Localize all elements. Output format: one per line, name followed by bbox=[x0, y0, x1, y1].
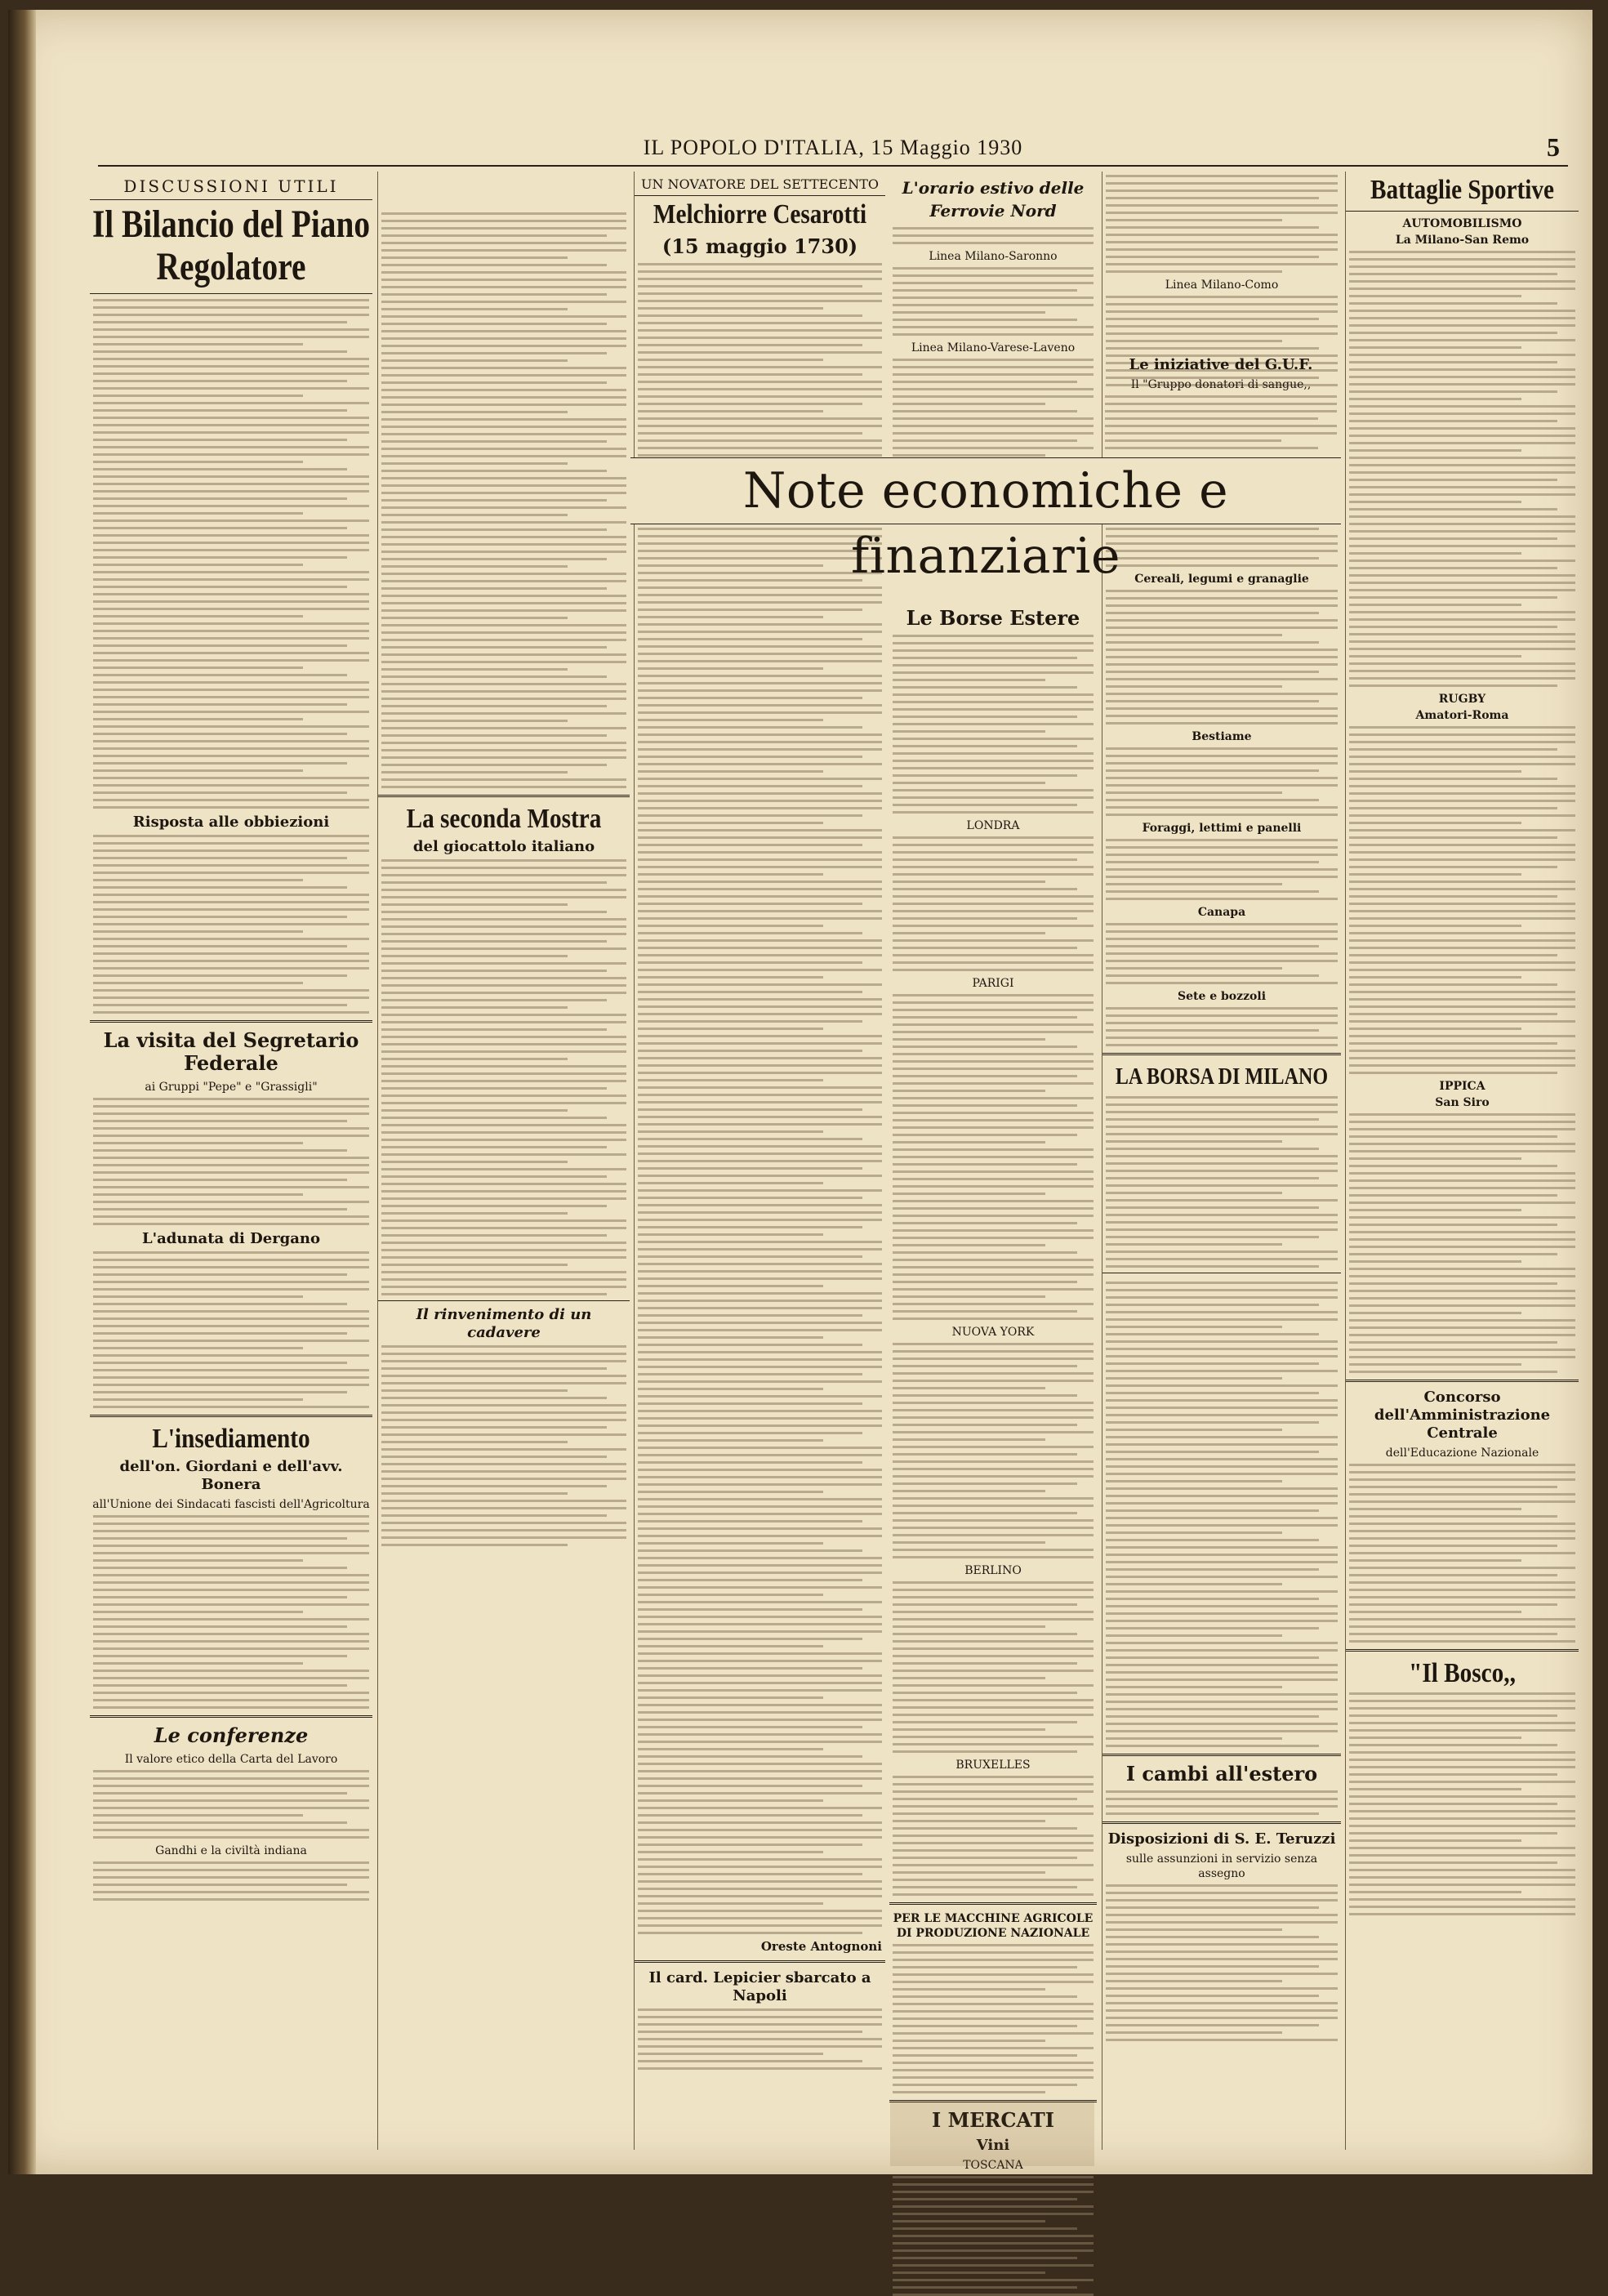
subheading-gruppi: ai Gruppi "Pepe" e "Grassigli" bbox=[145, 1081, 318, 1094]
subheading-milano-varese-laveno: Linea Milano-Varese-Laveno bbox=[911, 341, 1076, 354]
subheading-foraggi: Foraggi, lettimi e panelli bbox=[1142, 822, 1302, 835]
subheading-nuova-york: NUOVA YORK bbox=[951, 1326, 1035, 1339]
headline-macchine-agricole: PER LE MACCHINE AGRICOLE DI PRODUZIONE NAZIONALE bbox=[893, 1912, 1094, 1940]
headline-cadavere: Il rinvenimento di un cadavere bbox=[416, 1306, 592, 1341]
subheading-dergano: L'adunata di Dergano bbox=[141, 1230, 321, 1247]
subheading-giordani-bonera: dell'on. Giordani e dell'avv. Bonera bbox=[119, 1458, 343, 1493]
headline-cesarotti: Melchiorre Cesarotti bbox=[653, 199, 867, 230]
subheading-berlino: BERLINO bbox=[964, 1564, 1022, 1577]
subheading-donatori: Il "Gruppo donatori di sangue,, bbox=[1130, 378, 1312, 391]
subheading-bruxelles: BRUXELLES bbox=[955, 1759, 1031, 1772]
headline-segretario-federale: La visita del Segretario Federale bbox=[103, 1028, 359, 1075]
banner-note-economiche: Note economiche e finanziarie bbox=[630, 457, 1341, 524]
headline-teruzzi: Disposizioni di S. E. Teruzzi bbox=[1107, 1830, 1336, 1848]
guf-block bbox=[1102, 353, 1340, 454]
headline-bilancio: Il Bilancio del Piano Regolatore bbox=[91, 203, 371, 288]
headline-cambi: I cambi all'estero bbox=[1125, 1762, 1318, 1786]
subheading-milano-como: Linea Milano-Como bbox=[1165, 279, 1279, 292]
subheading-assunzioni: sulle assunzioni in servizio senza assegno bbox=[1125, 1852, 1318, 1880]
headline-guf: Le iniziative del G.U.F. bbox=[1129, 356, 1313, 373]
subheading-amatori-roma: Amatori-Roma bbox=[1415, 709, 1509, 722]
subheading-londra: LONDRA bbox=[966, 819, 1020, 832]
column-6 bbox=[1345, 172, 1579, 2150]
paper-stain bbox=[890, 2101, 1094, 2166]
column-1 bbox=[90, 172, 372, 2150]
subheading-date: (15 maggio 1730) bbox=[661, 234, 858, 258]
column-2 bbox=[377, 172, 630, 2150]
subheading-obbiezioni: Risposta alle obbiezioni bbox=[132, 814, 330, 831]
subheading-carta-lavoro: Il valore etico della Carta del Lavoro bbox=[124, 1753, 338, 1766]
subheading-giocattolo: del giocattolo italiano bbox=[412, 838, 595, 855]
subheading-sete-bozzoli: Sete e bozzoli bbox=[1177, 990, 1267, 1003]
page-number: 5 bbox=[1547, 132, 1560, 162]
subheading-rugby: RUGBY bbox=[1438, 693, 1486, 706]
headline-seconda-mostra: La seconda Mostra bbox=[406, 804, 602, 834]
subheading-cereali: Cereali, legumi e granaglie bbox=[1134, 573, 1309, 586]
subheading-gandhi: Gandhi e la civiltà indiana bbox=[155, 1844, 307, 1857]
subheading-unione-sindacati: all'Unione dei Sindacati fascisti dell'Agricoltura bbox=[92, 1498, 370, 1511]
subheading-canapa: Canapa bbox=[1197, 906, 1246, 919]
section-kicker-novatore: UN NOVATORE DEL SETTECENTO bbox=[635, 175, 885, 196]
subheading-automobilismo: AUTOMOBILISMO bbox=[1402, 217, 1522, 230]
subheading-toscana: TOSCANA bbox=[963, 2159, 1023, 2172]
byline-antognoni: Oreste Antognoni bbox=[760, 1939, 882, 1954]
subheading-san-siro: San Siro bbox=[1435, 1096, 1490, 1109]
headline-battaglie-sportive: Battaglie Sportive bbox=[1370, 175, 1554, 205]
headline-lepicier: Il card. Lepicier sbarcato a Napoli bbox=[648, 1969, 871, 2004]
headline-borsa-milano: LA BORSA DI MILANO bbox=[1115, 1064, 1329, 1090]
subheading-bestiame: Bestiame bbox=[1192, 730, 1252, 743]
subheading-milano-san-remo: La Milano-San Remo bbox=[1395, 234, 1530, 247]
headline-insediamento: L'insediamento bbox=[152, 1424, 310, 1454]
subheading-milano-saronno: Linea Milano-Saronno bbox=[929, 250, 1058, 263]
headline-borse-estere: Le Borse Estere bbox=[906, 606, 1080, 630]
headline-conferenze: Le conferenze bbox=[154, 1723, 309, 1747]
subheading-ippica: IPPICA bbox=[1439, 1080, 1486, 1093]
subheading-parigi: PARIGI bbox=[972, 977, 1014, 990]
newspaper-page bbox=[8, 10, 1592, 2174]
headline-concorso: Concorso dell'Amministrazione Centrale bbox=[1374, 1389, 1551, 1442]
headline-il-bosco: "Il Bosco,, bbox=[1409, 1658, 1516, 1688]
headline-orario-ferrovie: L'orario estivo delle Ferrovie Nord bbox=[902, 178, 1085, 221]
subheading-vini: Vini bbox=[976, 2137, 1010, 2154]
page-binding-edge bbox=[8, 10, 36, 2174]
headline-mercati: I MERCATI bbox=[932, 2108, 1054, 2132]
subheading-educazione-nazionale: dell'Educazione Nazionale bbox=[1385, 1447, 1539, 1460]
masthead bbox=[98, 132, 1568, 167]
section-kicker: DISCUSSIONI UTILI bbox=[90, 175, 372, 200]
paper-title-date: IL POPOLO D'ITALIA, 15 Maggio 1930 bbox=[643, 136, 1023, 159]
